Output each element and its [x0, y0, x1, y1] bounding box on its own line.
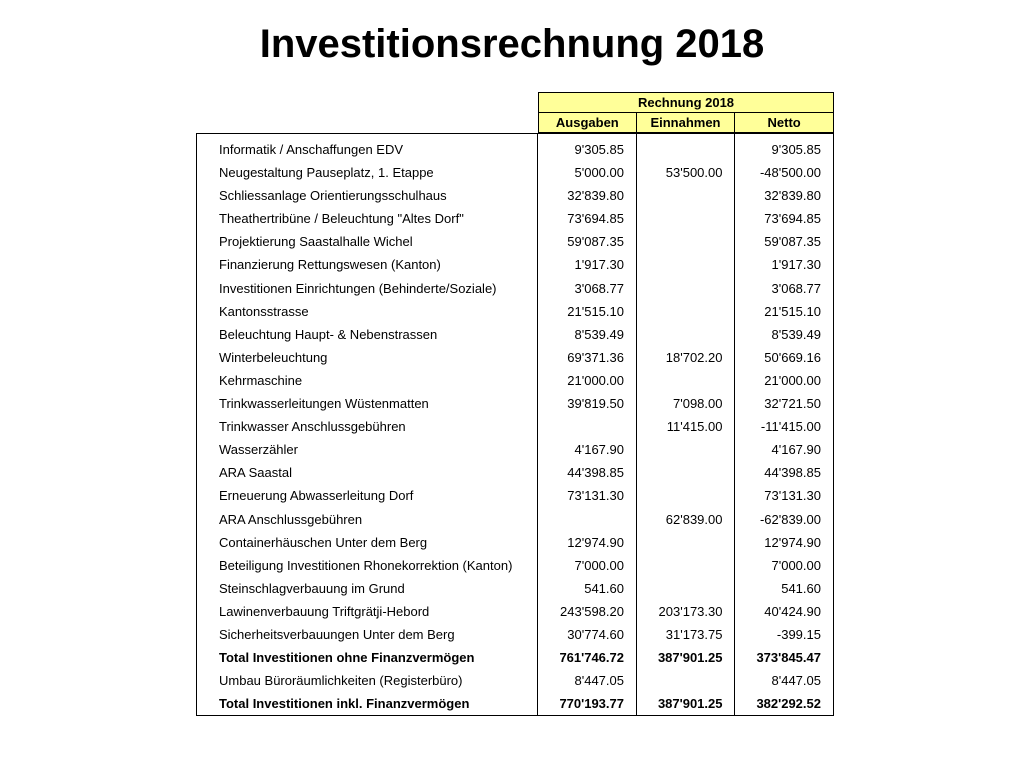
- row-label: ARA Anschlussgebühren: [219, 511, 363, 527]
- cell-netto: 32'721.50: [764, 396, 821, 412]
- row-label: Total Investitionen ohne Finanzvermögen: [219, 650, 475, 666]
- cell-einnahmen: [637, 277, 735, 300]
- cell-ausgaben: 770'193.77: [559, 696, 624, 712]
- row-label: Sicherheitsverbauungen Unter dem Berg: [219, 626, 455, 642]
- row-label: Beleuchtung Haupt- & Nebenstrassen: [219, 326, 438, 342]
- row-label: Beteiligung Investitionen Rhonekorrektion (Kanton): [219, 557, 513, 573]
- cell-einnahmen: 11'415.00: [666, 419, 723, 435]
- row-label: Trinkwasserleitungen Wüstenmatten: [219, 396, 429, 412]
- cell-netto: 12'974.90: [764, 534, 821, 550]
- header-group-row: [196, 92, 834, 112]
- cell-einnahmen: 203'173.30: [658, 603, 723, 619]
- row-label: Kehrmaschine: [219, 372, 303, 388]
- cell-netto: 1'917.30: [771, 257, 821, 273]
- header-group-label: Rechnung 2018: [538, 92, 834, 112]
- row-label: Containerhäuschen Unter dem Berg: [219, 534, 428, 550]
- row-label: Investitionen Einrichtungen (Behinderte/Soziale): [219, 280, 497, 296]
- cell-ausgaben: 3'068.77: [574, 280, 624, 296]
- cell-einnahmen: 7'098.00: [673, 396, 723, 412]
- cell-ausgaben: 243'598.20: [560, 603, 624, 619]
- cell-netto: 50'669.16: [764, 349, 821, 365]
- cell-ausgaben: 73'131.30: [567, 488, 624, 504]
- cell-einnahmen: 31'173.75: [665, 626, 723, 642]
- cell-einnahmen: [637, 300, 735, 323]
- cell-einnahmen: [637, 669, 735, 692]
- cell-ausgaben: 21'000.00: [567, 372, 624, 388]
- row-label: Theathertribüne / Beleuchtung "Altes Dorf": [219, 211, 464, 227]
- cell-netto: 40'424.90: [764, 603, 821, 619]
- row-label: Wasserzähler: [219, 442, 298, 458]
- cell-ausgaben: 8'539.49: [574, 326, 624, 342]
- row-label: Lawinenverbauung Triftgrätji-Hebord: [219, 603, 430, 619]
- table-body: [196, 133, 834, 716]
- row-label: Erneuerung Abwasserleitung Dorf: [219, 488, 414, 504]
- cell-einnahmen: 387'901.25: [657, 696, 723, 712]
- investment-table: [196, 92, 834, 716]
- cell-einnahmen: [637, 531, 735, 554]
- cell-netto: 8'447.05: [771, 673, 821, 689]
- page-title: Investitionsrechnung 2018: [259, 22, 765, 66]
- cell-einnahmen: [637, 207, 735, 230]
- cell-ausgaben: 5'000.00: [574, 165, 624, 181]
- cell-netto: 73'694.85: [764, 211, 821, 227]
- cell-netto: -11'415.00: [760, 419, 821, 435]
- cell-netto: -399.15: [776, 626, 821, 642]
- cell-ausgaben: 541.60: [584, 580, 624, 596]
- cell-ausgaben: 7'000.00: [574, 557, 624, 573]
- cell-ausgaben: 4'167.90: [574, 442, 624, 458]
- cell-ausgaben: 39'819.50: [567, 396, 624, 412]
- netto-column: [735, 134, 834, 715]
- cell-ausgaben: 44'398.85: [567, 465, 624, 481]
- cell-ausgaben: 12'974.90: [567, 534, 624, 550]
- cell-ausgaben: [538, 415, 636, 438]
- cell-einnahmen: [637, 323, 735, 346]
- row-label: Kantonsstrasse: [219, 303, 309, 319]
- cell-netto: 9'305.85: [771, 142, 821, 157]
- row-label: ARA Saastal: [219, 465, 292, 481]
- row-label: Neugestaltung Pauseplatz, 1. Etappe: [219, 165, 434, 181]
- column-header-einnahmen: Einnahmen: [637, 112, 736, 133]
- row-label: Trinkwasser Anschlussgebühren: [219, 419, 406, 435]
- cell-ausgaben: 21'515.10: [567, 303, 624, 319]
- cell-netto: 373'845.47: [756, 650, 821, 666]
- row-label: Finanzierung Rettungswesen (Kanton): [219, 257, 441, 273]
- row-label: Informatik / Anschaffungen EDV: [219, 142, 404, 157]
- cell-ausgaben: 69'371.36: [567, 349, 624, 365]
- cell-einnahmen: [637, 461, 735, 484]
- cell-netto: 32'839.80: [764, 188, 821, 204]
- cell-netto: 73'131.30: [764, 488, 821, 504]
- cell-netto: 541.60: [781, 580, 821, 596]
- cell-netto: 21'000.00: [764, 372, 821, 388]
- cell-netto: 44'398.85: [764, 465, 821, 481]
- cell-ausgaben: 761'746.72: [559, 650, 624, 666]
- cell-ausgaben: 32'839.80: [567, 188, 624, 204]
- row-label: Umbau Büroräumlichkeiten (Registerbüro): [219, 673, 463, 689]
- cell-einnahmen: 387'901.25: [657, 650, 723, 666]
- cell-ausgaben: 8'447.05: [574, 673, 624, 689]
- cell-einnahmen: 18'702.20: [665, 349, 723, 365]
- label-column: [197, 134, 538, 715]
- row-label: Winterbeleuchtung: [219, 349, 328, 365]
- cell-netto: 4'167.90: [771, 442, 821, 458]
- row-label: Schliessanlage Orientierungsschulhaus: [219, 188, 447, 204]
- cell-ausgaben: 9'305.85: [574, 142, 624, 157]
- cell-ausgaben: 73'694.85: [567, 211, 624, 227]
- cell-netto: 3'068.77: [771, 280, 821, 296]
- row-label: Total Investitionen inkl. Finanzvermögen: [219, 696, 470, 712]
- cell-einnahmen: 53'500.00: [665, 165, 723, 181]
- cell-einnahmen: [637, 577, 735, 600]
- cell-netto: 8'539.49: [771, 326, 821, 342]
- column-header-ausgaben: Ausgaben: [538, 112, 637, 133]
- cell-einnahmen: [637, 438, 735, 461]
- cell-einnahmen: [637, 184, 735, 207]
- cell-einnahmen: [637, 138, 735, 161]
- cell-einnahmen: [637, 253, 735, 276]
- row-label: Projektierung Saastalhalle Wichel: [219, 234, 413, 250]
- einnahmen-column: [637, 134, 736, 715]
- cell-ausgaben: 30'774.60: [567, 626, 624, 642]
- header-columns-row: [196, 112, 834, 133]
- cell-einnahmen: [637, 484, 735, 507]
- column-header-netto: Netto: [735, 112, 834, 133]
- cell-netto: 7'000.00: [771, 557, 821, 573]
- cell-netto: -48'500.00: [759, 165, 821, 181]
- cell-netto: 59'087.35: [764, 234, 821, 250]
- cell-netto: 21'515.10: [764, 303, 821, 319]
- cell-einnahmen: [637, 230, 735, 253]
- cell-ausgaben: 1'917.30: [574, 257, 624, 273]
- cell-einnahmen: 62'839.00: [665, 511, 723, 527]
- cell-netto: 382'292.52: [756, 696, 821, 712]
- cell-einnahmen: [637, 369, 735, 392]
- row-label: Steinschlagverbauung im Grund: [219, 580, 405, 596]
- ausgaben-column: [538, 134, 637, 715]
- cell-netto: -62'839.00: [759, 511, 821, 527]
- cell-ausgaben: [538, 508, 636, 531]
- cell-einnahmen: [637, 554, 735, 577]
- cell-ausgaben: 59'087.35: [567, 234, 624, 250]
